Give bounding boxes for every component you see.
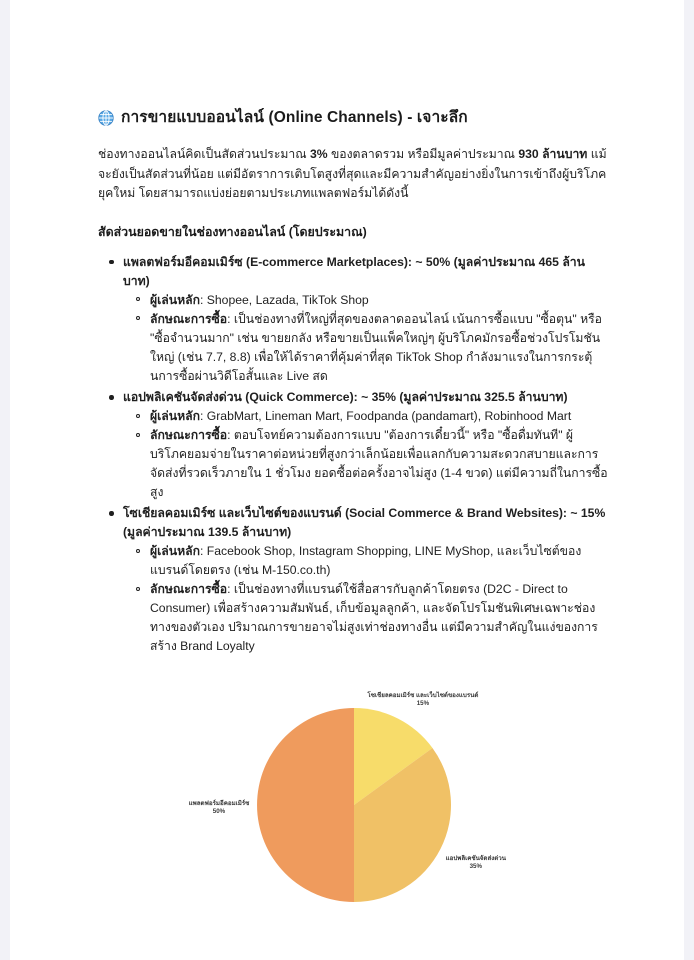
- list-item: [150, 426, 610, 502]
- pie-chart: [98, 690, 610, 955]
- behavior-label: ลักษณะการซื้อ: [150, 582, 228, 597]
- pie-slice-category: แอปพลิเคชันจัดส่งด่วน: [445, 855, 506, 863]
- players-value: : Shopee, Lazada, TikTok Shop: [200, 292, 369, 307]
- players-label: ผู้เล่นหลัก: [150, 544, 200, 559]
- behavior-label: ลักษณะการซื้อ: [150, 311, 228, 326]
- intro-part-1: ช่องทางออนไลน์คิดเป็นสัดส่วนประมาณ: [98, 146, 310, 161]
- behavior-value: : เป็นช่องทางที่ใหญ่ที่สุดของตลาดออนไลน์ เน้นการซื้อแบบ "ซื้อตุน" หรือ "ซื้อจำนวนมาก" เช่น ขายยกลัง หรือขายเป็นแพ็คใหญ่ๆ ผู้บริโภคมักรอซื้อช่วงโปรโมชันใหญ่ (เช่น 7.7, 8.8) เพื่อให้ได้ราคาที่คุ้มค่าที่สุด TikTok Shop กำลังมาแรงในการกระตุ้นการซื้อผ่านวิดีโอสั้นและ Live สด: [150, 311, 602, 384]
- intro-part-2: ของตลาดรวม หรือมีมูลค่าประมาณ: [327, 146, 519, 161]
- channel-title: โซเชียลคอมเมิร์ซ และเว็บไซต์ของแบรนด์ (Social Commerce & Brand Websites): ~ 15% (มูลค่าประมาณ 139.5 ล้านบาท): [123, 506, 606, 540]
- pie-slice: [257, 708, 354, 902]
- channel-list: [98, 253, 610, 657]
- page-title: [98, 108, 610, 129]
- players-value: : Facebook Shop, Instagram Shopping, LINE MyShop, และเว็บไซต์ของแบรนด์โดยตรง (เช่น M-150.co.th): [150, 544, 582, 578]
- intro-part-3: แม้จะยังเป็นสัดส่วนที่น้อย แต่มีอัตราการเติบโตสูงที่สุดและมีความสำคัญอย่างยิ่งในการเข้าถึงผู้บริโภคยุคใหม่ โดยสามารถแบ่งย่อยตามประเภทแพลตฟอร์มได้ดังนี้: [98, 146, 607, 201]
- list-item: [150, 407, 610, 426]
- channel-detail-list: [123, 291, 610, 386]
- channel-detail-list: [123, 542, 610, 656]
- behavior-value: : เป็นช่องทางที่แบรนด์ใช้สื่อสารกับลูกค้าโดยตรง (D2C - Direct to Consumer) เพื่อสร้างความสัมพันธ์, เก็บข้อมูลลูกค้า, และจัดโปรโมชันพิเศษเฉพาะช่องทางของตัวเอง ปริมาณการขายอาจไม่สูงเท่าช่องทางอื่น แต่มีความสำคัญในแง่ของการสร้าง Brand Loyalty: [150, 582, 598, 654]
- page-title-text: การขายแบบออนไลน์ (Online Channels) - เจาะลึก: [121, 109, 468, 126]
- pie-slices: [257, 708, 451, 902]
- list-item: [123, 504, 610, 656]
- pie-slice-category: แพลตฟอร์มอีคอมเมิร์ซ: [188, 800, 250, 808]
- behavior-label: ลักษณะการซื้อ: [150, 428, 228, 443]
- players-label: ผู้เล่นหลัก: [150, 409, 200, 424]
- pie-slice-percent: 35%: [469, 863, 482, 871]
- pie-slice-category: โซเชียลคอมเมิร์ซ และเว็บไซต์ของแบรนด์: [367, 692, 479, 700]
- list-item: [150, 291, 610, 310]
- sub-heading: สัดส่วนยอดขายในช่องทางออนไลน์ (โดยประมาณ): [98, 225, 367, 240]
- behavior-value: : ตอบโจทย์ความต้องการแบบ "ต้องการเดี๋ยวนี้" หรือ "ซื้อดื่มทันที" ผู้บริโภคยอมจ่ายในราคาต่อหน่วยที่สูงกว่าเล็กน้อยเพื่อแลกกับความสะดวกสบายและการจัดส่งที่รวดเร็วภายใน 1 ชั่วโมง ยอดซื้อต่อครั้งอาจไม่สูง (1-4 ขวด) แต่มีความถี่ในการซื้อสูง: [150, 428, 608, 500]
- list-item: [150, 580, 610, 656]
- list-item: [123, 253, 610, 386]
- globe-icon: [98, 110, 114, 126]
- document-body: [98, 108, 610, 955]
- channel-title: แพลตฟอร์มอีคอมเมิร์ซ (E-commerce Marketplaces): ~ 50% (มูลค่าประมาณ 465 ล้านบาท): [123, 254, 585, 288]
- pie-chart-canvas: [154, 690, 554, 920]
- intro-paragraph: [98, 145, 610, 204]
- intro-bold-share: 3%: [309, 146, 328, 161]
- document-page: [10, 0, 684, 960]
- intro-bold-value: 930 ล้านบาท: [518, 146, 588, 161]
- players-label: ผู้เล่นหลัก: [150, 292, 200, 307]
- list-item: [123, 388, 610, 502]
- list-item: [150, 310, 610, 386]
- pie-slice-percent: 50%: [212, 808, 226, 816]
- channel-title: แอปพลิเคชันจัดส่งด่วน (Quick Commerce): ~ 35% (มูลค่าประมาณ 325.5 ล้านบาท): [123, 390, 568, 405]
- channel-detail-list: [123, 407, 610, 502]
- players-value: : GrabMart, Lineman Mart, Foodpanda (pandamart), Robinhood Mart: [200, 409, 572, 424]
- list-item: [150, 542, 610, 580]
- pie-slice-percent: 15%: [416, 700, 430, 708]
